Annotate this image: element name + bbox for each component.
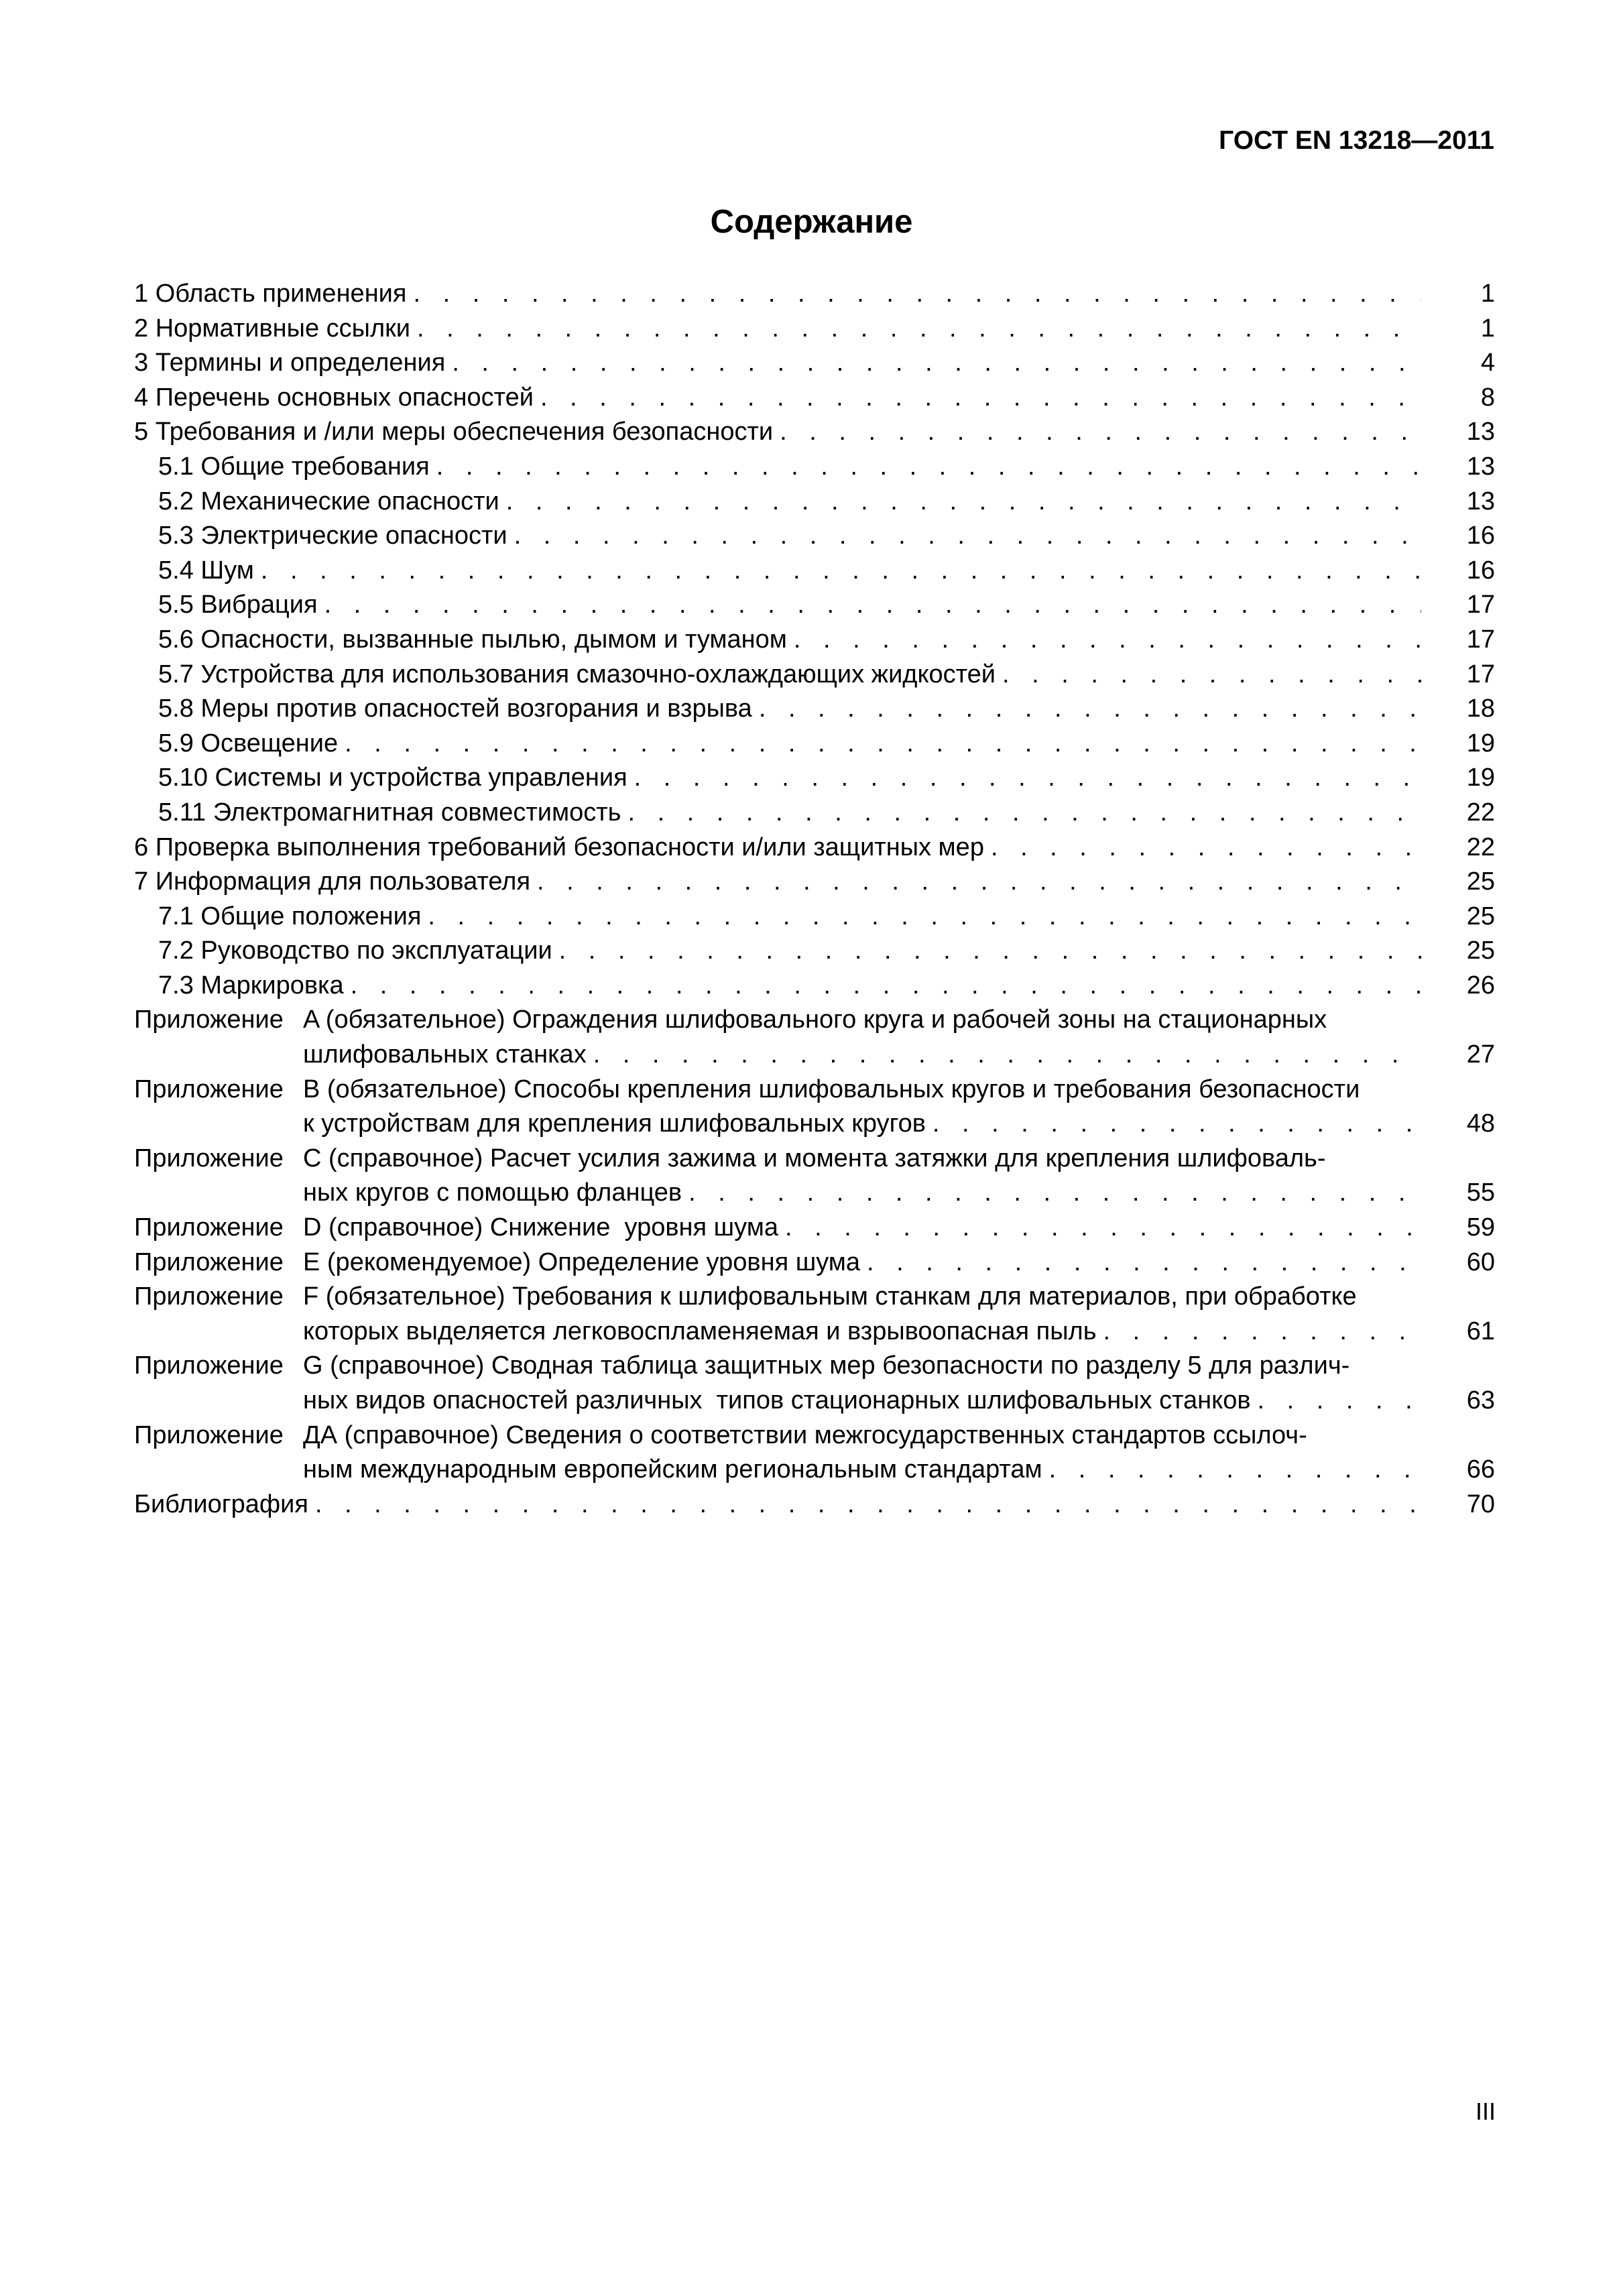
annex-title-continued: которых выделяется легковоспламеняемая и взрывоопасная пыль bbox=[303, 1317, 1097, 1345]
toc-annex-entry[interactable] bbox=[134, 1073, 1495, 1142]
toc-entry[interactable] bbox=[134, 727, 1495, 762]
toc-entry[interactable] bbox=[134, 796, 1495, 831]
dot-leader bbox=[499, 485, 1421, 520]
dot-leader bbox=[410, 312, 1421, 347]
dot-leader bbox=[254, 554, 1421, 589]
annex-title: C (справочное) Расчет усилия зажима и момента затяжки для крепления шлифоваль- bbox=[303, 1144, 1326, 1172]
toc-annex-entry[interactable] bbox=[134, 1142, 1495, 1211]
dot-leader bbox=[507, 519, 1421, 554]
dot-leader bbox=[621, 796, 1421, 831]
dot-leader bbox=[308, 1488, 1421, 1522]
toc-entry-page: 13 bbox=[1466, 418, 1495, 446]
toc-entry[interactable] bbox=[134, 623, 1495, 658]
annex-title: ДА (справочное) Сведения о соответствии межгосударственных стандартов ссылоч- bbox=[303, 1421, 1307, 1449]
toc-annex-entry[interactable] bbox=[134, 1280, 1495, 1349]
annex-label: Приложение bbox=[134, 1075, 284, 1103]
toc-entry[interactable] bbox=[134, 588, 1495, 623]
toc-entry-title: 5.4 Шум bbox=[158, 556, 254, 585]
toc-entry-page: 19 bbox=[1466, 729, 1495, 758]
toc-entry-page: 26 bbox=[1466, 971, 1495, 1000]
annex-title: D (справочное) Снижение уровня шума bbox=[303, 1213, 778, 1242]
dot-leader bbox=[1042, 1453, 1421, 1488]
toc-entry-page: 18 bbox=[1466, 694, 1495, 723]
toc-entry-page: 4 bbox=[1480, 349, 1495, 377]
toc-entry-page: 17 bbox=[1466, 625, 1495, 654]
annex-title: G (справочное) Сводная таблица защитных мер безопасности по разделу 5 для различ- bbox=[303, 1351, 1350, 1380]
annex-label: Приложение bbox=[134, 1282, 284, 1311]
toc-entry-title: 5.11 Электромагнитная совместимость bbox=[158, 798, 621, 827]
toc-entry[interactable] bbox=[134, 831, 1495, 865]
toc-entry-page: 17 bbox=[1466, 591, 1495, 619]
toc-entry-title: 5.8 Меры против опасностей возгорания и взрыва bbox=[158, 694, 752, 723]
dot-leader bbox=[627, 761, 1421, 796]
annex-title: F (обязательное) Требования к шлифовальным станкам для материалов, при обработке bbox=[303, 1282, 1357, 1311]
toc-entry-page: 13 bbox=[1466, 452, 1495, 481]
toc-entry-title: 7.3 Маркировка bbox=[158, 971, 344, 1000]
annex-label: Приложение bbox=[134, 1421, 284, 1449]
toc-annex-entry[interactable] bbox=[134, 1211, 1495, 1246]
toc-entry-page: 70 bbox=[1466, 1490, 1495, 1518]
page-title: Содержание bbox=[710, 204, 913, 240]
annex-title-continued: шлифовальных станках bbox=[303, 1040, 587, 1069]
dot-leader bbox=[1251, 1384, 1421, 1418]
toc-annex-entry[interactable] bbox=[134, 1003, 1495, 1072]
dot-leader bbox=[984, 831, 1421, 865]
toc-entry-title: 4 Перечень основных опасностей bbox=[134, 383, 534, 412]
dot-leader bbox=[682, 1176, 1421, 1211]
toc-entry-title: 5.2 Механические опасности bbox=[158, 487, 499, 516]
toc-entry-page: 59 bbox=[1466, 1213, 1495, 1242]
toc-entry[interactable] bbox=[134, 450, 1495, 485]
toc-entry[interactable] bbox=[134, 519, 1495, 554]
toc-entry-page: 27 bbox=[1466, 1040, 1495, 1069]
annex-label: Приложение bbox=[134, 1351, 284, 1380]
table-of-contents bbox=[134, 277, 1495, 1522]
dot-leader bbox=[430, 450, 1421, 485]
annex-title-continued: ных кругов с помощью фланцев bbox=[303, 1179, 682, 1207]
toc-entry-page: 25 bbox=[1466, 936, 1495, 965]
toc-annex-entry[interactable] bbox=[134, 1418, 1495, 1488]
dot-leader bbox=[421, 900, 1421, 934]
toc-entry-page: 22 bbox=[1466, 833, 1495, 861]
annex-title: B (обязательное) Способы крепления шлифовальных кругов и требования безопасности bbox=[303, 1075, 1360, 1103]
toc-entry-title: 6 Проверка выполнения требований безопасности и/или защитных мер bbox=[134, 833, 984, 861]
annex-title-continued: ных видов опасностей различных типов стационарных шлифовальных станков bbox=[303, 1386, 1251, 1414]
annex-title-continued: ным международным европейским региональным стандартам bbox=[303, 1455, 1042, 1484]
toc-entry-page: 22 bbox=[1466, 798, 1495, 827]
dot-leader bbox=[778, 1211, 1421, 1246]
toc-entry-page: 13 bbox=[1466, 487, 1495, 516]
dot-leader bbox=[552, 934, 1421, 969]
dot-leader bbox=[445, 346, 1421, 381]
toc-entry-page: 25 bbox=[1466, 867, 1495, 896]
toc-entry-page: 16 bbox=[1466, 522, 1495, 550]
toc-entry-title: 7.1 Общие положения bbox=[158, 902, 422, 930]
toc-entry-page: 16 bbox=[1466, 556, 1495, 585]
toc-entry[interactable] bbox=[134, 277, 1495, 312]
dot-leader bbox=[318, 588, 1421, 623]
toc-entry-title: 3 Термины и определения bbox=[134, 349, 446, 377]
toc-annex-entry[interactable] bbox=[134, 1246, 1495, 1280]
toc-entry-title: 5 Требования и /или меры обеспечения безопасности bbox=[134, 418, 774, 446]
toc-entry-title: 1 Область применения bbox=[134, 280, 407, 308]
toc-entry-title: 5.7 Устройства для использования смазочно-охлаждающих жидкостей bbox=[158, 660, 996, 688]
toc-entry-page: 63 bbox=[1466, 1386, 1495, 1414]
toc-entry[interactable] bbox=[134, 415, 1495, 450]
annex-label: Приложение bbox=[134, 1006, 284, 1034]
annex-label: Приложение bbox=[134, 1248, 284, 1276]
toc-entry-page: 1 bbox=[1480, 314, 1495, 343]
dot-leader bbox=[587, 1038, 1421, 1073]
toc-annex-entry[interactable] bbox=[134, 1349, 1495, 1418]
toc-entry[interactable] bbox=[134, 900, 1495, 934]
annex-title-continued: к устройствам для крепления шлифовальных кругов bbox=[303, 1109, 926, 1138]
dot-leader bbox=[996, 658, 1421, 692]
toc-entry[interactable] bbox=[134, 969, 1495, 1004]
toc-entry-title: 5.9 Освещение bbox=[158, 729, 339, 758]
annex-title: E (рекомендуемое) Определение уровня шума bbox=[303, 1248, 861, 1276]
annex-label: Приложение bbox=[134, 1213, 284, 1242]
toc-entry-title: 7.2 Руководство по эксплуатации bbox=[158, 936, 552, 965]
toc-entry-title: 7 Информация для пользователя bbox=[134, 867, 531, 896]
dot-leader bbox=[406, 277, 1421, 312]
toc-entry-page: 66 bbox=[1466, 1455, 1495, 1484]
toc-entry[interactable] bbox=[134, 381, 1495, 416]
dot-leader bbox=[787, 623, 1421, 658]
toc-entry[interactable] bbox=[134, 346, 1495, 381]
toc-entry-page: 60 bbox=[1466, 1248, 1495, 1276]
toc-entry-page: 17 bbox=[1466, 660, 1495, 688]
toc-entry-page: 55 bbox=[1466, 1179, 1495, 1207]
toc-entry-title: Библиография bbox=[134, 1490, 308, 1518]
document-code: ГОСТ EN 13218—2011 bbox=[1219, 126, 1494, 155]
toc-entry-page: 19 bbox=[1466, 764, 1495, 792]
toc-entry-title: 5.10 Системы и устройства управления bbox=[158, 764, 627, 792]
toc-entry-page: 1 bbox=[1480, 280, 1495, 308]
toc-entry[interactable] bbox=[134, 934, 1495, 969]
toc-entry-page: 48 bbox=[1466, 1109, 1495, 1138]
toc-entry[interactable] bbox=[134, 692, 1495, 727]
dot-leader bbox=[530, 865, 1421, 900]
dot-leader bbox=[860, 1246, 1421, 1280]
annex-label: Приложение bbox=[134, 1144, 284, 1172]
dot-leader bbox=[338, 727, 1421, 762]
toc-entry[interactable] bbox=[134, 485, 1495, 520]
toc-entry-page: 8 bbox=[1480, 383, 1495, 412]
toc-entry-title: 5.5 Вибрация bbox=[158, 591, 318, 619]
toc-entry-title: 5.3 Электрические опасности bbox=[158, 522, 507, 550]
dot-leader bbox=[1097, 1315, 1422, 1349]
toc-entry-page: 61 bbox=[1466, 1317, 1495, 1345]
dot-leader bbox=[534, 381, 1421, 416]
dot-leader bbox=[752, 692, 1421, 727]
toc-entry[interactable] bbox=[134, 865, 1495, 900]
toc-entry-title: 5.6 Опасности, вызванные пылью, дымом и туманом bbox=[158, 625, 787, 654]
dot-leader bbox=[344, 969, 1421, 1004]
dot-leader bbox=[773, 415, 1421, 450]
page-number: III bbox=[1475, 2098, 1496, 2125]
toc-entry[interactable] bbox=[134, 554, 1495, 589]
toc-entry-title: 5.1 Общие требования bbox=[158, 452, 430, 481]
toc-entry[interactable] bbox=[134, 312, 1495, 347]
dot-leader bbox=[926, 1107, 1421, 1142]
toc-entry[interactable] bbox=[134, 658, 1495, 692]
toc-entry-bibliography[interactable] bbox=[134, 1488, 1495, 1522]
toc-entry-title: 2 Нормативные ссылки bbox=[134, 314, 410, 343]
toc-entry-page: 25 bbox=[1466, 902, 1495, 930]
toc-entry[interactable] bbox=[134, 761, 1495, 796]
annex-title: A (обязательное) Ограждения шлифовального круга и рабочей зоны на стационарных bbox=[303, 1006, 1327, 1034]
